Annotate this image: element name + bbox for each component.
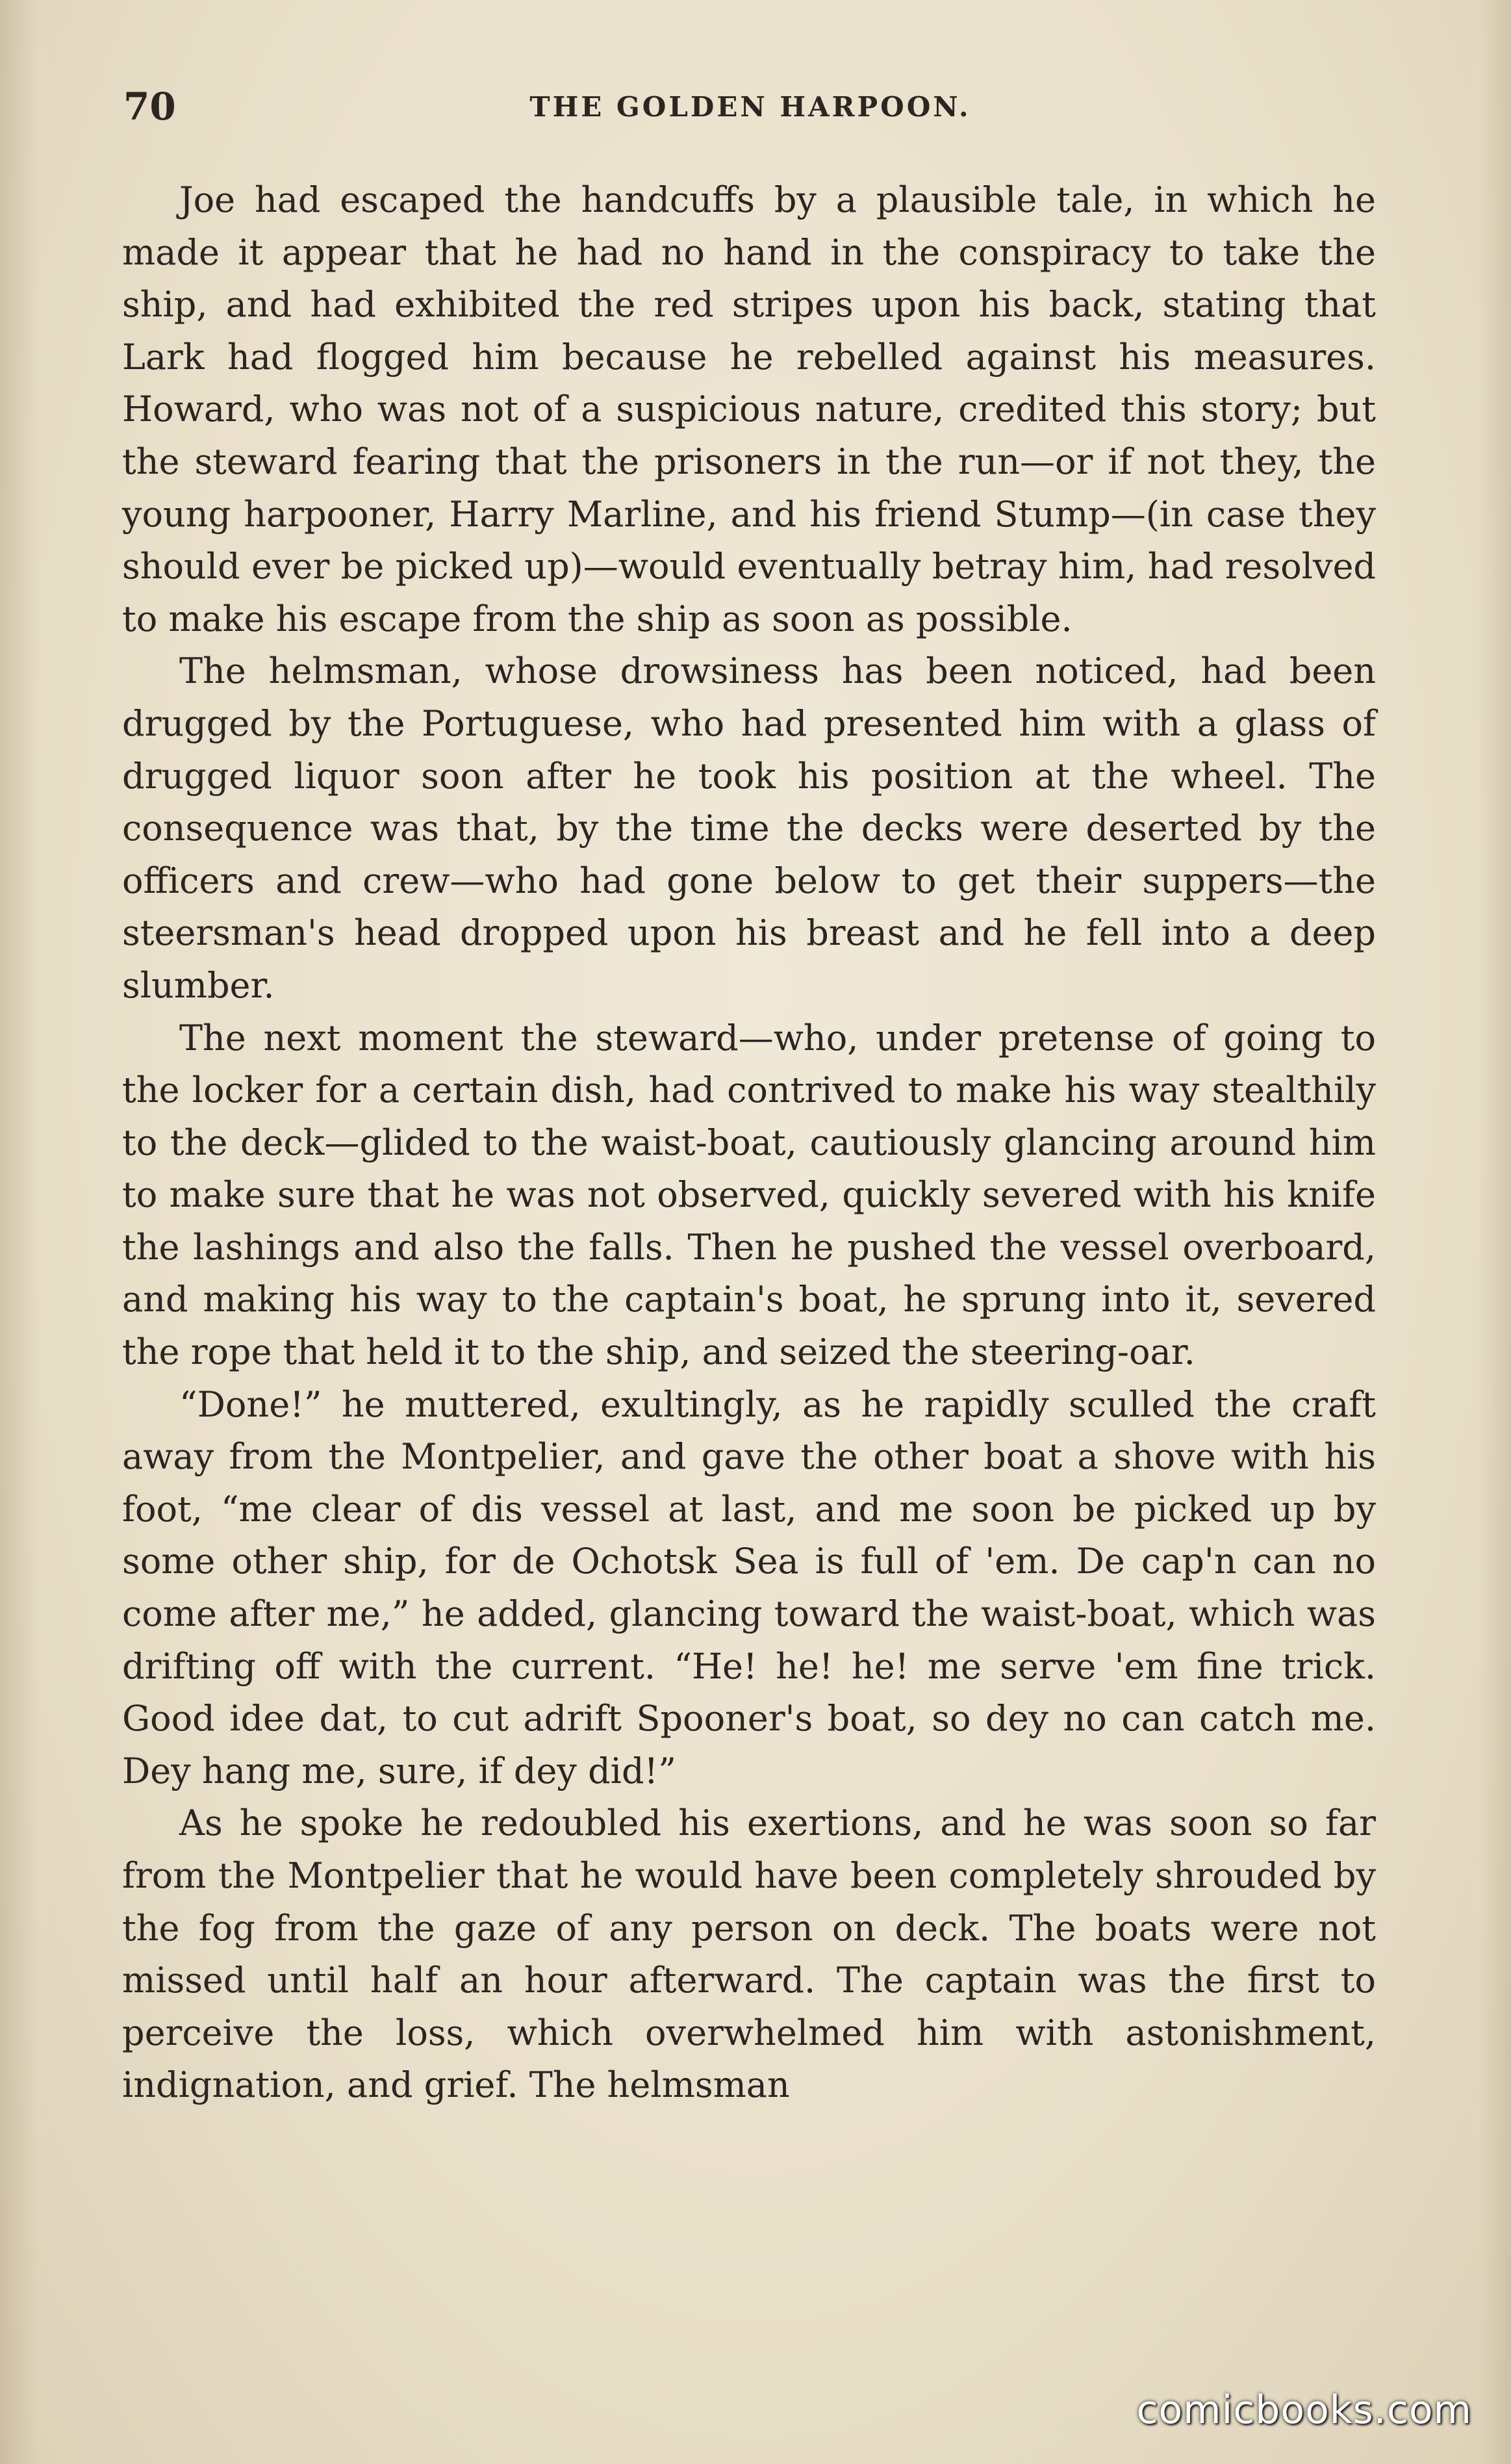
page-header <box>123 84 1377 143</box>
page-number: 70 <box>123 84 176 129</box>
body-text <box>122 174 1376 2112</box>
page-edge-shadow-left <box>0 0 39 2464</box>
paragraph-1: Joe had escaped the handcuffs by a plausible tale, in which he made it appear that he had no hand in the conspiracy to take the ship, and had exhibited the red stripes upon his back, stating that Lark had flogged him because he rebelled against his measures. Howard, who was not of a suspicious nature, credited this story; but the steward fearing that the prisoners in the run—or if not they, the young harpooner, Harry Marline, and his friend Stump—(in case they should ever be picked up)—would eventually betray him, had resolved to make his escape from the ship as soon as possible. <box>122 179 1376 639</box>
paragraph-5: As he spoke he redoubled his exertions, and he was soon so far from the Montpelier that he would have been completely shrouded by the fog from the gaze of any person on deck. The boats were not missed until half an hour afterward. The captain was the first to perceive the loss, which overwhelmed him with astonishment, indignation, and grief. The helmsman <box>122 1803 1376 2106</box>
paragraph-3: The next moment the steward—who, under pretense of going to the locker for a certain dish, had contrived to make his way stealthily to the deck—glided to the waist-boat, cautiously glancing around him to make sure that he was not observed, quickly severed with his knife the lashings and also the falls. Then he pushed the vessel overboard, and making his way to the captain's boat, he sprung into it, severed the rope that held it to the ship, and seized the steering-oar. <box>122 1017 1376 1373</box>
page-edge-shadow-right <box>1479 0 1511 2464</box>
paragraph-2: The helmsman, whose drowsiness has been noticed, had been drugged by the Portuguese, who had presented him with a glass of drugged liquor soon after he took his position at the wheel. The consequence was that, by the time the decks were deserted by the officers and crew—who had gone below to get their suppers—the steersman's head dropped upon his breast and he fell into a deep slumber. <box>122 650 1376 1006</box>
paragraph-4: “Done!” he muttered, exultingly, as he rapidly sculled the craft away from the Montpelier, and gave the other boat a shove with his foot, “me clear of dis vessel at last, and me soon be picked up by some other ship, for de Ochotsk Sea is full of 'em. De cap'n can no come after me,” he added, glancing toward the waist-boat, which was drifting off with the current. “He! he! he! me serve 'em fine trick. Good idee dat, to cut adrift Spooner's boat, so dey no can catch me. Dey hang me, sure, if dey did!” <box>122 1383 1376 1791</box>
watermark: comicbooks.com <box>1136 2387 1472 2433</box>
running-title: THE GOLDEN HARPOON. <box>529 91 971 123</box>
